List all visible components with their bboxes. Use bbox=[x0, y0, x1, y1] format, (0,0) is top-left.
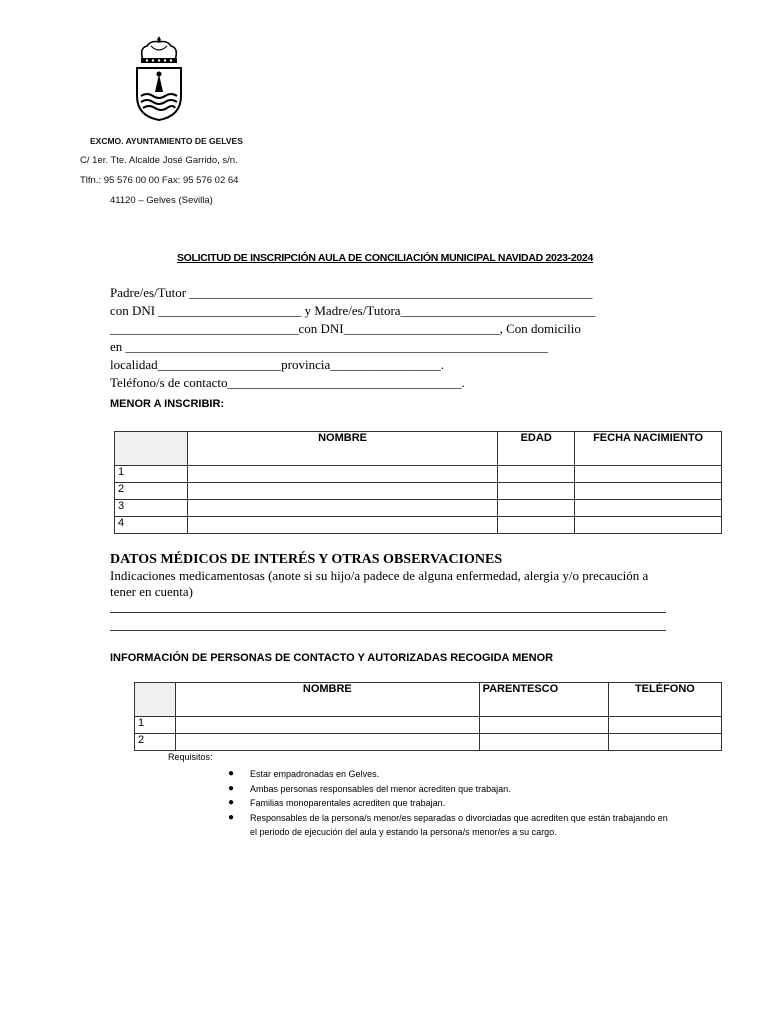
name-cell[interactable] bbox=[187, 466, 497, 483]
table-row bbox=[135, 717, 722, 734]
institution-postal: 41120 – Gelves (Sevilla) bbox=[110, 195, 213, 206]
bullet-icon: ● bbox=[228, 811, 235, 823]
table-row bbox=[135, 734, 722, 751]
form-line-dni-address[interactable]: _____________________________con DNI________________________, Con domicilio bbox=[110, 321, 581, 336]
form-line-guardian[interactable]: Padre/es/Tutor ______________________________________________________________ bbox=[110, 285, 593, 300]
contact-table bbox=[134, 682, 722, 751]
form-line-locality[interactable]: localidad___________________provincia_________________. bbox=[110, 357, 444, 372]
contact-header-phone: TELÉFONO bbox=[608, 683, 721, 717]
contact-header-number bbox=[135, 683, 176, 717]
age-cell[interactable] bbox=[498, 466, 575, 483]
row-number: 2 bbox=[135, 734, 176, 751]
medical-instructions: Indicaciones medicamentosas (anote si su hijo/a padece de alguna enfermedad, alergia y/o precaución a tener en cuenta) bbox=[110, 568, 649, 599]
requirements-label: Requisitos: bbox=[168, 752, 213, 762]
minor-header-birthdate: FECHA NACIMIENTO bbox=[575, 432, 722, 466]
contact-section-label: INFORMACIÓN DE PERSONAS DE CONTACTO Y AUTORIZADAS RECOGIDA MENOR bbox=[110, 652, 554, 664]
list-item bbox=[228, 767, 668, 782]
row-number: 3 bbox=[115, 500, 188, 517]
birthdate-cell[interactable] bbox=[575, 483, 722, 500]
relationship-cell[interactable] bbox=[479, 717, 608, 734]
list-item bbox=[228, 782, 668, 797]
requirement-text: Responsables de la persona/s menor/es separadas o divorciadas que acrediten que están trabajando en el periodo de ejecución del aula y estando la persona/s menor/es a su cargo. bbox=[250, 812, 668, 837]
table-row bbox=[115, 500, 722, 517]
phone-cell[interactable] bbox=[608, 734, 721, 751]
form-line-dni-mother[interactable]: con DNI ______________________ y Madre/es/Tutora______________________________ bbox=[110, 303, 596, 318]
medical-section-title: DATOS MÉDICOS DE INTERÉS Y OTRAS OBSERVACIONES bbox=[110, 552, 503, 567]
bullet-icon: ● bbox=[228, 768, 235, 779]
row-number: 4 bbox=[115, 517, 188, 534]
birthdate-cell[interactable] bbox=[575, 466, 722, 483]
name-cell[interactable] bbox=[176, 717, 480, 734]
birthdate-cell[interactable] bbox=[575, 500, 722, 517]
institution-address: C/ 1er. Tte. Alcalde José Garrido, s/n. bbox=[80, 155, 238, 166]
contact-header-name: NOMBRE bbox=[176, 683, 480, 717]
table-row bbox=[115, 517, 722, 534]
row-number: 2 bbox=[115, 483, 188, 500]
name-cell[interactable] bbox=[187, 517, 497, 534]
name-cell[interactable] bbox=[176, 734, 480, 751]
table-row bbox=[115, 466, 722, 483]
document-title: SOLICITUD DE INSCRIPCIÓN AULA DE CONCILIACIÓN MUNICIPAL NAVIDAD 2023-2024 bbox=[176, 252, 594, 264]
relationship-cell[interactable] bbox=[479, 734, 608, 751]
coat-of-arms-logo bbox=[131, 34, 187, 122]
requirement-text: Familias monoparentales acrediten que trabajan. bbox=[250, 798, 446, 808]
list-item bbox=[228, 796, 668, 811]
bullet-icon: ● bbox=[228, 797, 235, 808]
medical-answer-line[interactable] bbox=[110, 630, 666, 631]
form-line-phone[interactable]: Teléfono/s de contacto____________________________________. bbox=[110, 375, 465, 390]
name-cell[interactable] bbox=[187, 500, 497, 517]
row-number: 1 bbox=[135, 717, 176, 734]
minor-table bbox=[114, 431, 722, 534]
institution-phone-fax: Tlfn.: 95 576 00 00 Fax: 95 576 02 64 bbox=[80, 175, 239, 186]
birthdate-cell[interactable] bbox=[575, 517, 722, 534]
row-number: 1 bbox=[115, 466, 188, 483]
age-cell[interactable] bbox=[498, 517, 575, 534]
list-item bbox=[228, 811, 668, 840]
minor-header-name: NOMBRE bbox=[187, 432, 497, 466]
minor-header-number bbox=[115, 432, 188, 466]
age-cell[interactable] bbox=[498, 500, 575, 517]
requirements-list bbox=[228, 767, 668, 840]
name-cell[interactable] bbox=[187, 483, 497, 500]
minor-header-age: EDAD bbox=[498, 432, 575, 466]
contact-header-relationship: PARENTESCO bbox=[479, 683, 608, 717]
requirement-text: Estar empadronadas en Gelves. bbox=[250, 769, 380, 779]
phone-cell[interactable] bbox=[608, 717, 721, 734]
medical-answer-line[interactable] bbox=[110, 612, 666, 613]
bullet-icon: ● bbox=[228, 782, 235, 794]
institution-name: EXCMO. AYUNTAMIENTO DE GELVES bbox=[90, 136, 243, 146]
table-row bbox=[115, 483, 722, 500]
requirement-text: Ambas personas responsables del menor acrediten que trabajan. bbox=[250, 783, 511, 794]
minor-section-label: MENOR A INSCRIBIR: bbox=[110, 398, 225, 410]
age-cell[interactable] bbox=[498, 483, 575, 500]
form-line-address[interactable]: en _________________________________________________________________ bbox=[110, 339, 549, 354]
